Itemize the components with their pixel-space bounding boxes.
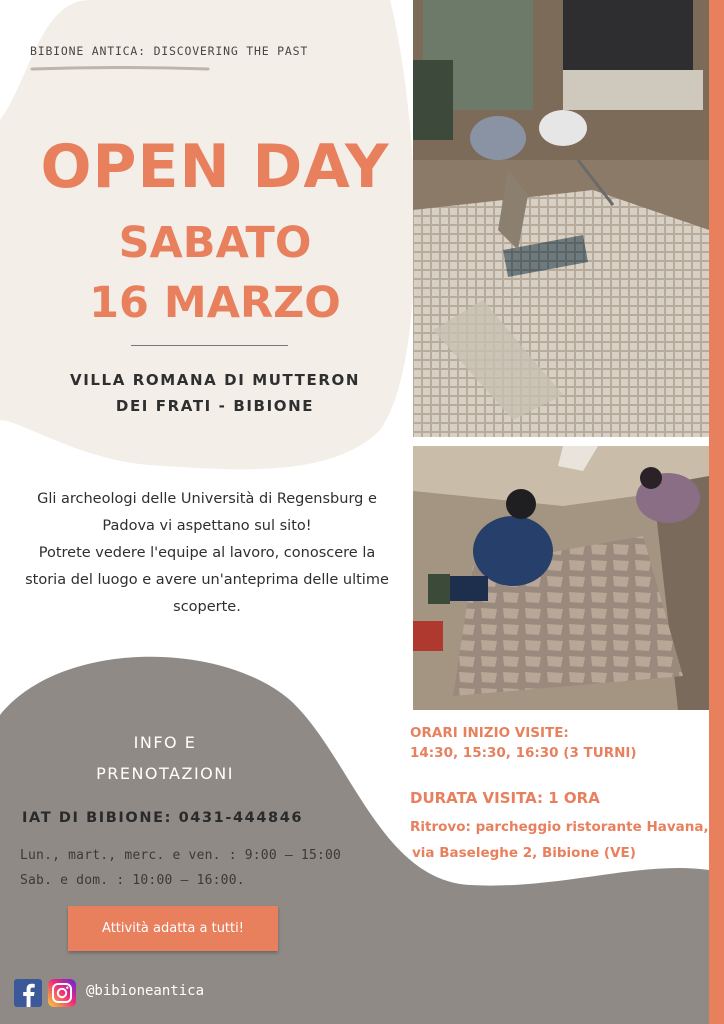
series-kicker: BIBIONE ANTICA: DISCOVERING THE PAST [30,44,309,58]
event-day: SABATO [118,218,312,268]
photo-mosaic-excavation [413,0,709,437]
meeting-point-line-2: via Baseleghe 2, Bibione (VE) [412,845,636,861]
description-line: storia del luogo e avere un'anteprima delle ultime [25,572,389,588]
venue-line-1: VILLA ROMANA DI MUTTERON [69,371,361,389]
event-date: 16 MARZO [89,278,341,328]
title-divider [131,345,288,346]
iat-phone: IAT DI BIBIONE: 0431-444846 [22,810,304,826]
kicker-underline [30,66,210,71]
visit-duration: DURATA VISITA: 1 ORA [410,789,600,807]
description-line: Potrete vedere l'equipe al lavoro, conoscere la [38,545,376,561]
event-title: OPEN DAY [40,132,390,202]
instagram-icon[interactable] [48,979,76,1007]
hours-weekday: Lun., mart., merc. e ven. : 9:00 – 15:00 [20,848,342,863]
gray-wave-panel [0,657,709,1024]
meeting-point-line-1: Ritrovo: parcheggio ristorante Havana, [410,819,709,835]
activity-badge-button[interactable]: Attività adatta a tutti! [68,906,278,951]
event-description [10,486,404,621]
description-line: scoperte. [173,599,241,615]
visit-times: 14:30, 15:30, 16:30 (3 TURNI) [410,745,637,761]
social-handle[interactable]: @bibioneantica [86,983,205,999]
facebook-icon[interactable] [14,979,42,1007]
info-title-line-1: INFO E [133,733,197,752]
description-line: Padova vi aspettano sul sito! [102,518,312,534]
photo-archaeologists-at-work [413,446,709,710]
info-title-line-2: PRENOTAZIONI [96,764,234,783]
venue-line-2: DEI FRATI - BIBIONE [115,397,315,415]
description-line: Gli archeologi delle Università di Regensburg e [37,491,377,507]
accent-stripe [709,0,724,1024]
visit-times-title: ORARI INIZIO VISITE: [410,725,569,741]
hours-weekend: Sab. e dom. : 10:00 – 16:00. [20,873,245,888]
